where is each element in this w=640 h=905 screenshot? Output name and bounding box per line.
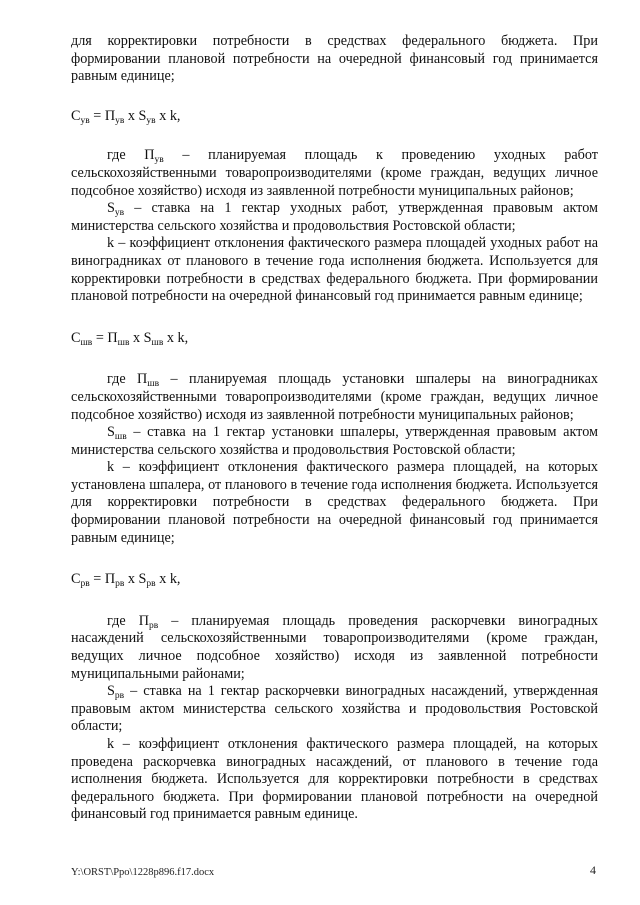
definition-p-shv: где $П_{шв}$ – планируемая площадь установки шпалеры на виноградниках сельскохозяйственными товаропроизводителями (кроме граждан, ведущих личное подсобное хозяйство) исходя из заявленной потребности муниципальных районов; <box>71 371 599 423</box>
definition-p-rv: где $П_{рв}$ – планируемая площадь проведения раскорчевки виноградных насаждений сельскохозяйственными товаропроизводителями (кроме граждан, ведущих личное подсобное хозяйство) исходя из заявленной потребности муниципальными районами; <box>71 612 599 682</box>
formula-rv: $С_{рв} = П_{рв}$ x $S_{рв}$ x k, <box>71 571 181 590</box>
document-body <box>71 33 598 824</box>
footer-file-path: Y:\ORST\Ppo\1228p896.f17.docx <box>71 867 215 878</box>
formula-shv: $С_{шв} = П_{шв}$ x $S_{шв}$ x k, <box>71 329 189 348</box>
definition-k-rv: k – коэффициент отклонения фактического размера площадей, на которых проведена раскорчевка виноградных насаждений, от планового в течение года исполнения бюджета. Используется для корректировки потребности в средствах федерального бюджета. При формировании плановой потребности на очередной финансовый год принимается равным единице. <box>71 736 598 823</box>
definition-s-rv: $S_{рв}$ – ставка на 1 гектар раскорчевки виноградных насаждений, утвержденная правовым актом министерства сельского хозяйства и продовольствия Ростовской области; <box>71 683 598 735</box>
definition-k-shv: k – коэффициент отклонения фактического размера площадей, на которых установлена шпалера, от планового в течение года исполнения бюджета. Используется для корректировки потребности в средствах федерального бюджета. При формировании плановой потребности на очередной финансовый год принимается равным единице; <box>71 459 598 546</box>
definition-p-uv: где $П_{ув}$ – планируемая площадь к проведению уходных работ сельскохозяйственными товаропроизводителями (кроме граждан, ведущих личное подсобное хозяйство) исходя из заявленной потребности муниципальных районов; <box>71 147 599 199</box>
definition-k-uv: k – коэффициент отклонения фактического размера площадей уходных работ на виноградниках от планового в течение года исполнения бюджета. Используется для корректировки потребности в средствах федерального бюджета. При формировании плановой потребности на очередной финансовый год принимается равным единице; <box>71 235 598 305</box>
formula-uv: $С_{ув} = П_{ув}$ x $S_{ув}$ x k, <box>71 107 181 126</box>
page-number: 4 <box>590 863 596 877</box>
paragraph-continuation: для корректировки потребности в средствах федерального бюджета. При формировании плановой потребности на очередной финансовый год принимается равным единице; <box>71 33 598 85</box>
definition-s-uv: $S_{ув}$ – ставка на 1 гектар уходных работ, утвержденная правовым актом министерства сельского хозяйства и продовольствия Ростовской области; <box>71 200 598 234</box>
definition-s-shv: $S_{шв}$ – ставка на 1 гектар установки шпалеры, утвержденная правовым актом министерства сельского хозяйства и продовольствия Ростовской области; <box>71 424 598 458</box>
